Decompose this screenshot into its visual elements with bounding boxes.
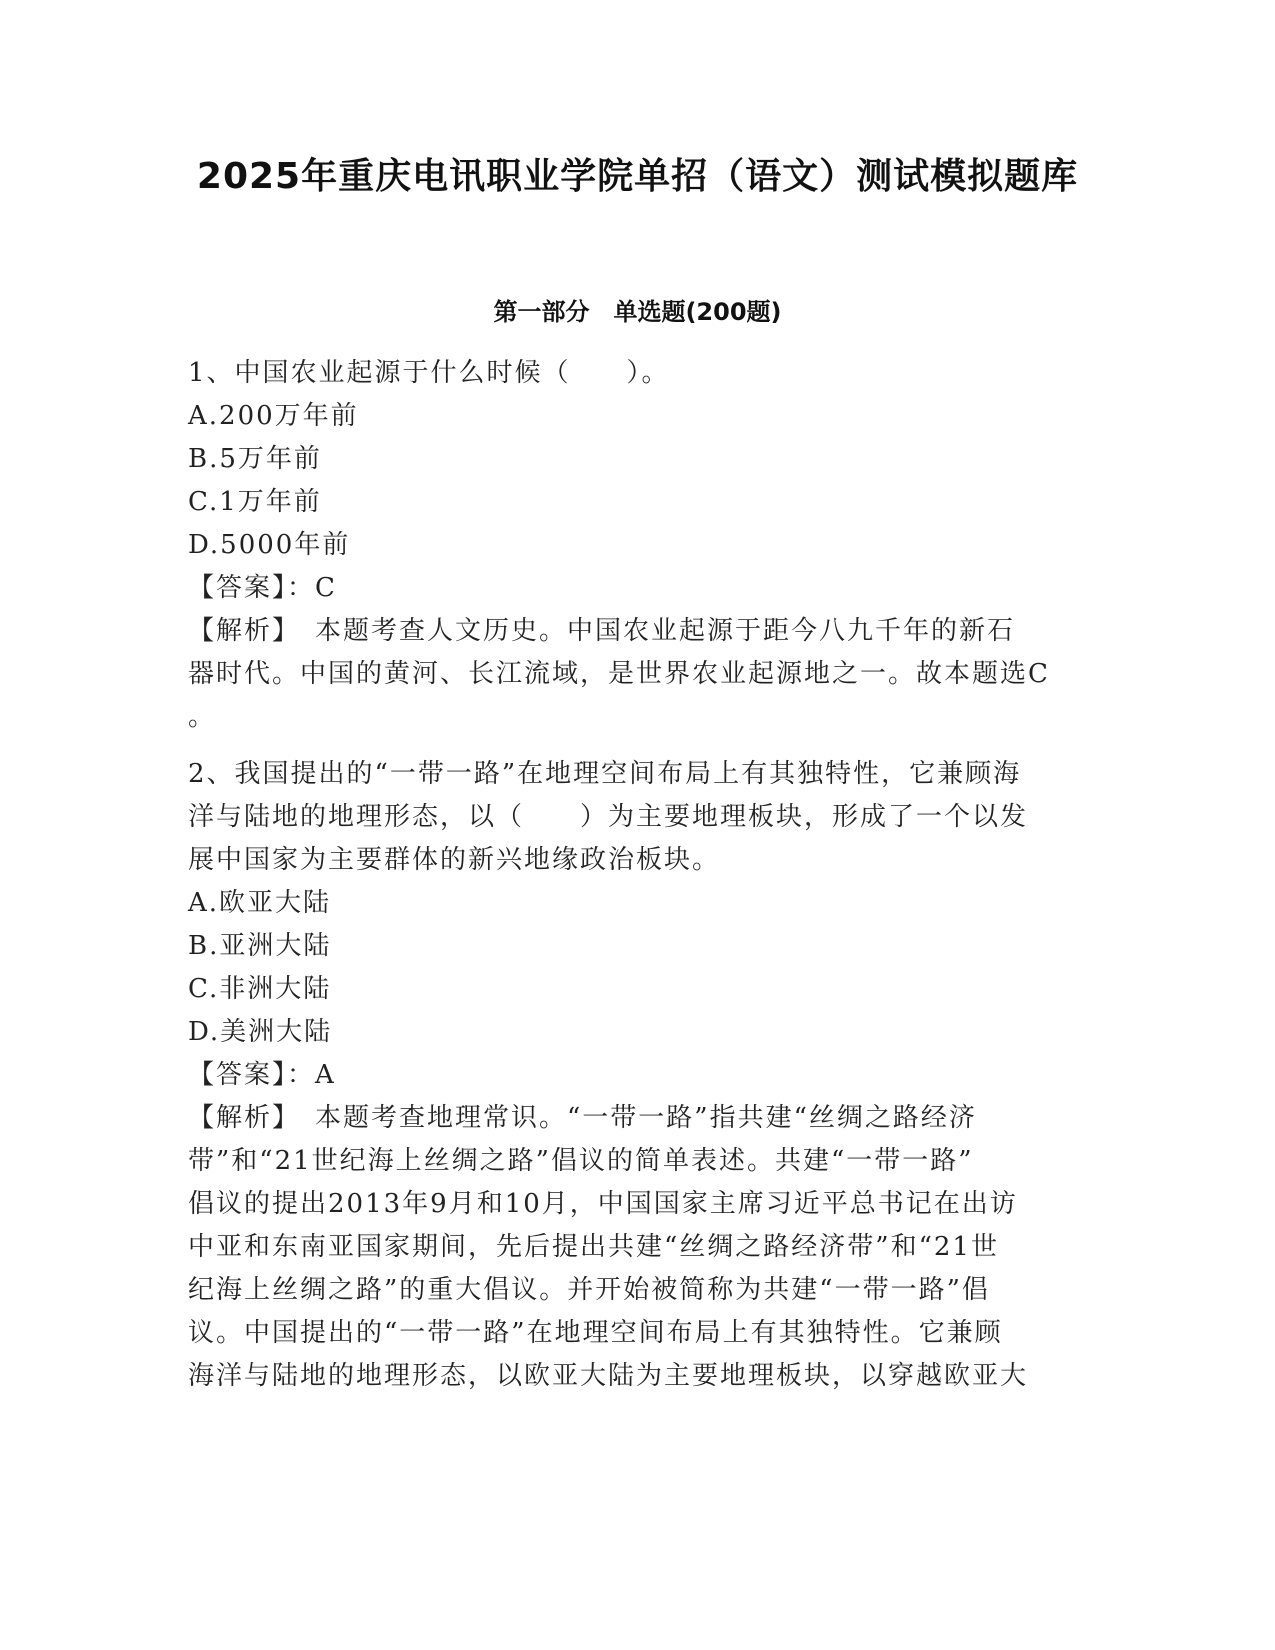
question-stem-line: 2、我国提出的“一带一路”在地理空间布局上有其独特性，它兼顾海 xyxy=(188,759,1022,789)
analysis-line: 倡议的提出2013年9月和10月，中国国家主席习近平总书记在出访 xyxy=(188,1189,1018,1219)
question-list xyxy=(188,352,1088,1398)
analysis-line: 【解析】 本题考查人文历史。中国农业起源于距今八九千年的新石 xyxy=(188,616,1016,646)
answer-line: 【答案】：A xyxy=(188,1060,336,1090)
question-spacer xyxy=(188,739,1088,753)
option-c: C.1万年前 xyxy=(188,487,322,517)
option-a: A.200万年前 xyxy=(188,401,359,431)
option-d: D.5000年前 xyxy=(188,530,351,560)
question-stem-line: 洋与陆地的地理形态，以（ ）为主要地理板块，形成了一个以发 xyxy=(188,802,1029,832)
analysis-line: 。 xyxy=(188,702,217,732)
option-b: B.亚洲大陆 xyxy=(188,931,332,961)
analysis-line: 器时代。中国的黄河、长江流域，是世界农业起源地之一。故本题选C xyxy=(188,659,1050,689)
question-1 xyxy=(188,352,1088,739)
analysis-line: 议。中国提出的“一带一路”在地理空间布局上有其独特性。它兼顾 xyxy=(188,1318,1003,1348)
analysis-line: 【解析】 本题考查地理常识。“一带一路”指共建“丝绸之路经济 xyxy=(188,1103,977,1133)
document-title: 2025年重庆电讯职业学院单招（语文）测试模拟题库 xyxy=(196,156,1079,197)
question-stem-line: 展中国家为主要群体的新兴地缘政治板块。 xyxy=(188,845,721,875)
option-c: C.非洲大陆 xyxy=(188,974,332,1004)
analysis-line: 中亚和东南亚国家期间，先后提出共建“丝绸之路经济带”和“21世 xyxy=(188,1232,999,1262)
question-stem-line: 1、中国农业起源于什么时候（ ）。 xyxy=(188,358,670,388)
analysis-line: 纪海上丝绸之路”的重大倡议。并开始被简称为共建“一带一路”倡 xyxy=(188,1275,990,1305)
answer-line: 【答案】：C xyxy=(188,573,337,603)
section-title: 第一部分 单选题(200题) xyxy=(493,298,782,326)
analysis-line: 带”和“21世纪海上丝绸之路”倡议的简单表述。共建“一带一路” xyxy=(188,1146,974,1176)
question-2 xyxy=(188,753,1088,1398)
analysis-line: 海洋与陆地的地理形态，以欧亚大陆为主要地理板块，以穿越欧亚大 xyxy=(188,1361,1029,1391)
option-d: D.美洲大陆 xyxy=(188,1017,333,1047)
option-b: B.5万年前 xyxy=(188,444,322,474)
option-a: A.欧亚大陆 xyxy=(188,888,332,918)
